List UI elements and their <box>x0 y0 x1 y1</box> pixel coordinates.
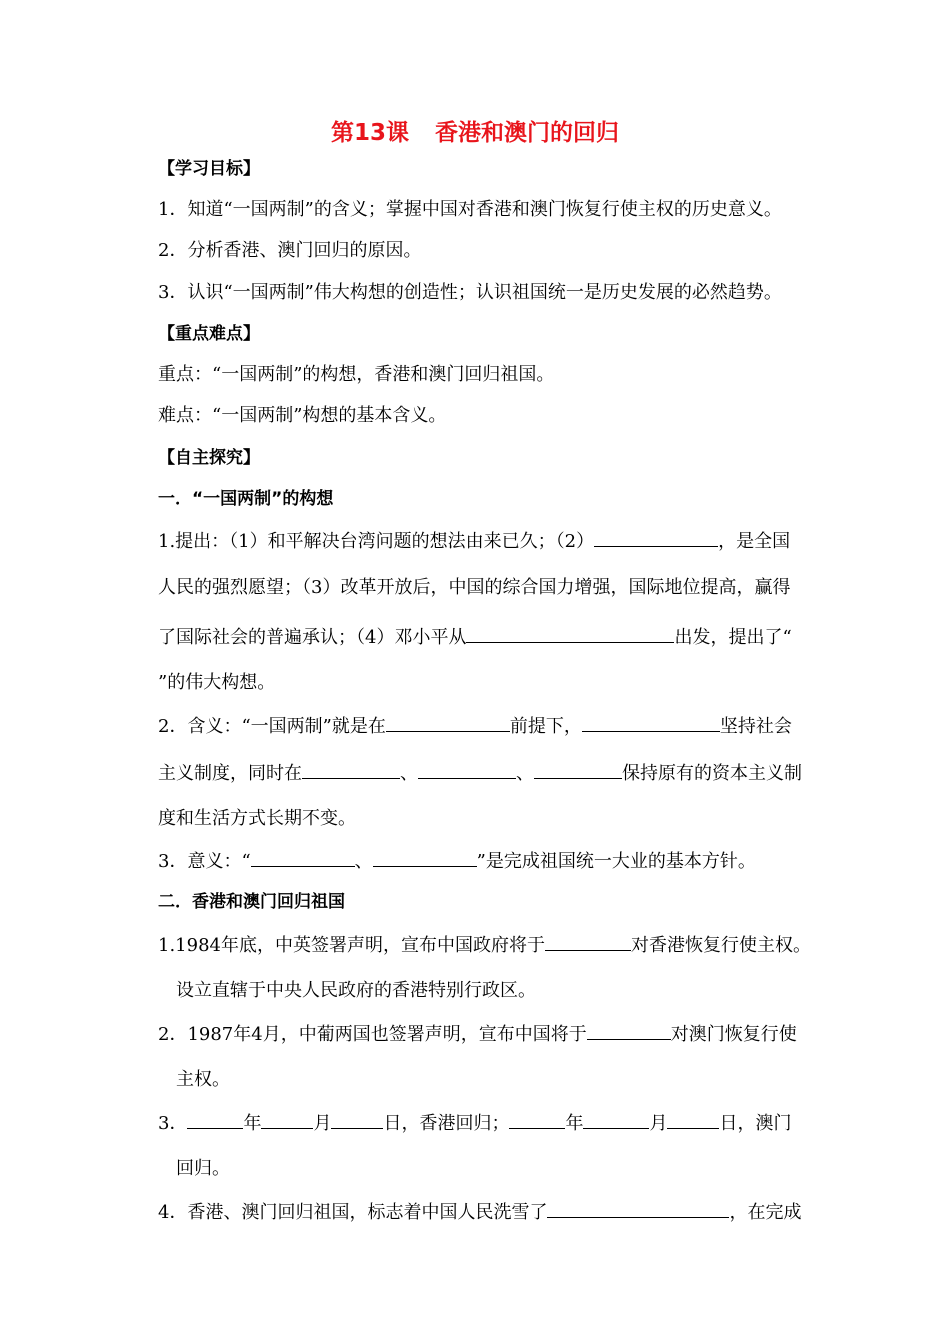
lesson-title: 香港和澳门的回归 <box>435 120 619 146</box>
fill-blank[interactable] <box>594 528 718 547</box>
fill-blank[interactable] <box>583 1110 649 1129</box>
question-1-line: 1.提出：（1）和平解决台湾问题的想法由来已久；（2） ，是全国 <box>158 528 790 554</box>
part2-heading: 二．香港和澳门回归祖国 <box>158 892 345 912</box>
goals-heading: 【学习目标】 <box>158 159 260 179</box>
question-2-line: 主义制度，同时在 、 、 保持原有的资本主义制 <box>158 760 802 786</box>
explore-heading: 【自主探究】 <box>158 448 260 468</box>
page-title <box>0 114 950 147</box>
goal-item: 2．分析香港、澳门回归的原因。 <box>158 240 422 261</box>
fill-blank[interactable] <box>302 760 400 779</box>
fill-blank[interactable] <box>261 1110 313 1129</box>
question-1-line: ”的伟大构想。 <box>158 672 276 693</box>
return-1-line: 1.1984年底，中英签署声明，宣布中国政府将于 对香港恢复行使主权。 <box>158 932 811 958</box>
question-2-line: 2．含义：“一国两制”就是在 前提下， 坚持社会 <box>158 713 792 739</box>
fill-blank[interactable] <box>587 1021 671 1040</box>
fill-blank[interactable] <box>547 1199 729 1218</box>
fill-blank[interactable] <box>251 848 355 867</box>
fill-blank[interactable] <box>667 1110 719 1129</box>
lesson-number: 第13课 <box>330 120 409 146</box>
question-1-line: 了国际社会的普遍承认；（4）邓小平从 出发，提出了“ <box>158 624 792 650</box>
goal-item: 3．认识“一国两制”伟大构想的创造性；认识祖国统一是历史发展的必然趋势。 <box>158 282 782 303</box>
return-3-line: 回归。 <box>176 1158 230 1179</box>
fill-blank[interactable] <box>331 1110 383 1129</box>
difficult-point: 难点：“一国两制”构想的基本含义。 <box>158 405 447 426</box>
fill-blank[interactable] <box>582 713 720 732</box>
return-3-line: 3． 年 月 日，香港回归； 年 月 日，澳门 <box>158 1110 791 1136</box>
key-heading: 【重点难点】 <box>158 324 260 344</box>
fill-blank[interactable] <box>418 760 516 779</box>
fill-blank[interactable] <box>187 1110 243 1129</box>
return-2-line: 2．1987年4月，中葡两国也签署声明，宣布中国将于 对澳门恢复行使 <box>158 1021 797 1047</box>
fill-blank[interactable] <box>466 624 674 643</box>
question-1-line: 人民的强烈愿望；（3）改革开放后，中国的综合国力增强，国际地位提高，赢得 <box>158 577 791 598</box>
goal-item: 1．知道“一国两制”的含义；掌握中国对香港和澳门恢复行使主权的历史意义。 <box>158 199 782 220</box>
fill-blank[interactable] <box>534 760 622 779</box>
fill-blank[interactable] <box>545 932 631 951</box>
key-point: 重点：“一国两制”的构想，香港和澳门回归祖国。 <box>158 364 555 385</box>
question-3-line: 3．意义：“ 、 ”是完成祖国统一大业的基本方针。 <box>158 848 756 874</box>
fill-blank[interactable] <box>386 713 510 732</box>
question-2-line: 度和生活方式长期不变。 <box>158 808 356 829</box>
part1-heading: 一．“一国两制”的构想 <box>158 489 334 509</box>
return-4-line: 4．香港、澳门回归祖国，标志着中国人民洗雪了 ，在完成 <box>158 1199 801 1225</box>
return-1-line: 设立直辖于中央人民政府的香港特别行政区。 <box>176 980 536 1001</box>
return-2-line: 主权。 <box>176 1069 230 1090</box>
fill-blank[interactable] <box>509 1110 565 1129</box>
fill-blank[interactable] <box>373 848 477 867</box>
